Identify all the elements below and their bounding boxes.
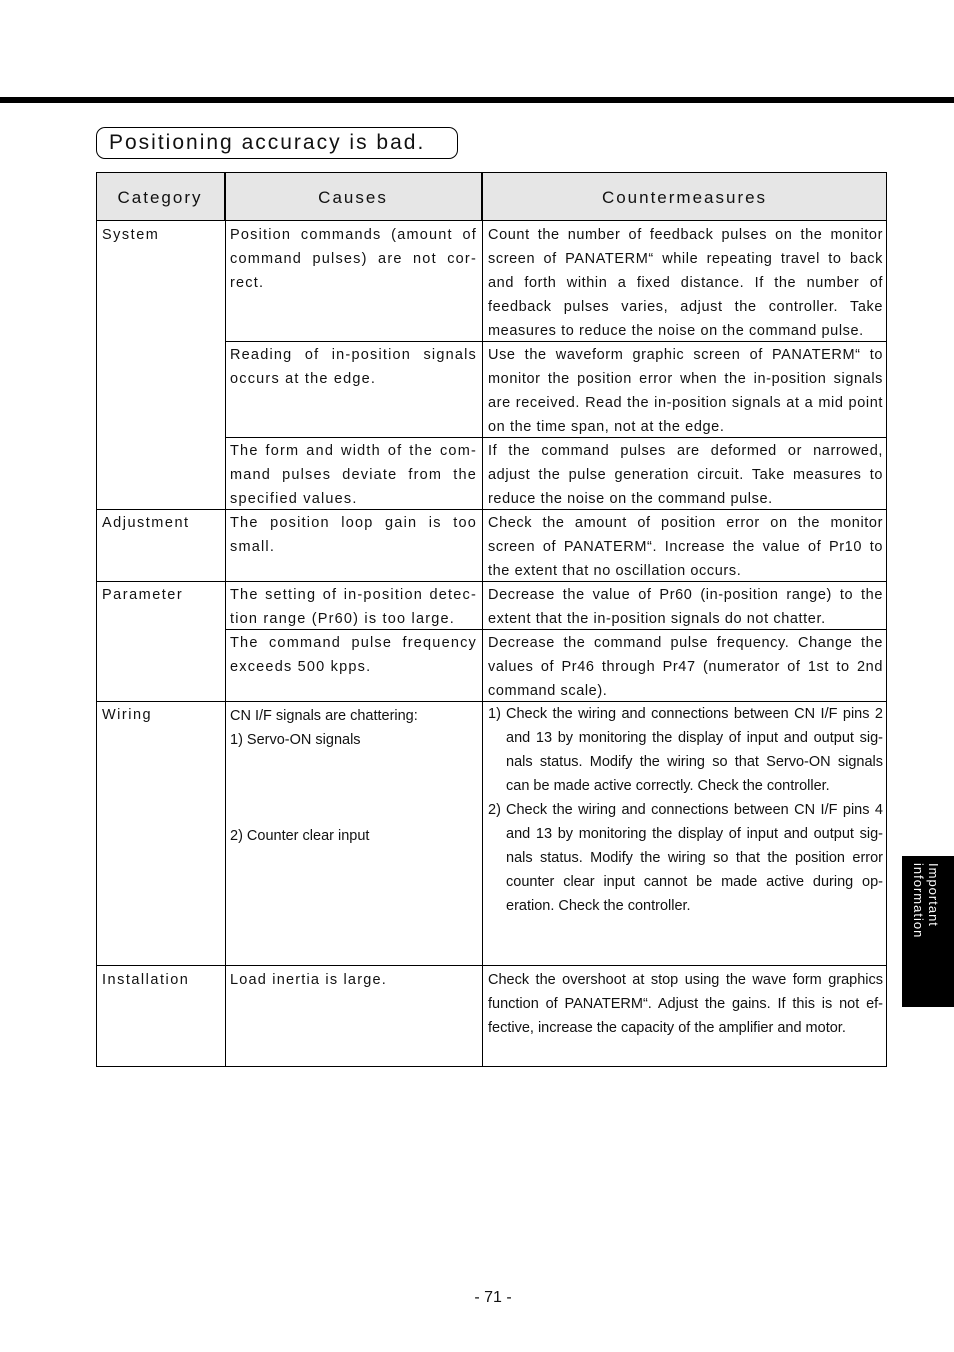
cause-intro: CN I/F signals are chattering: (230, 708, 418, 724)
column-divider (225, 172, 226, 1067)
header-causes: Causes (225, 172, 482, 221)
item-text: Check the wiring and connections between CN I/F pins 2 and 13 by monitoring the display of input and output sig-nals status. Modify the wiring so that Servo-ON signals can be made active correctly. Check the controller. (506, 706, 883, 794)
top-rule (0, 97, 954, 103)
category-adjustment: Adjustment (102, 515, 190, 531)
cause-cell: Position commands (amount of command pulses) are not cor-rect. (230, 227, 477, 291)
row-divider (96, 581, 887, 582)
cause-cell: The form and width of the com-mand pulses deviate from the specified values. (230, 443, 477, 507)
cause-cell: Reading of in-position signals occurs at the edge. (230, 347, 477, 387)
countermeasure-cell: Count the number of feedback pulses on the monitor screen of PANATERM“ while repeating travel to back and forth within a fixed distance. If the number of feedback pulses varies, adjust the controller. Take measures to reduce the noise on the command pulse. (488, 227, 883, 339)
row-divider (96, 965, 887, 966)
row-divider (225, 341, 887, 342)
cause-cell: Load inertia is large. (230, 972, 387, 988)
countermeasure-cell: Check the overshoot at stop using the wave form graphics function of PANATERM“. Adjust the gains. If this is not ef-fective, increase the capacity of the amplifier and motor. (488, 972, 883, 1036)
header-countermeasures: Countermeasures (482, 172, 887, 221)
table-border-right (886, 172, 887, 1067)
cause-item-counter-clear: 2) Counter clear input (230, 828, 370, 844)
table-border-bottom (96, 1066, 887, 1067)
side-tab (902, 856, 954, 1007)
section-title-box (96, 127, 458, 159)
category-installation: Installation (102, 972, 190, 988)
row-divider (96, 701, 887, 702)
countermeasure-cell: Decrease the value of Pr60 (in-position range) to the extent that the in-position signals do not chatter. (488, 587, 883, 627)
cause-cell: The position loop gain is too small. (230, 515, 477, 555)
countermeasure-cell: Use the waveform graphic screen of PANATERM“ to monitor the position error when the in-position signals are received. Read the in-position signals at a mid point on the time span, not at the edge. (488, 347, 883, 435)
item-number: 1) (488, 706, 501, 722)
cause-cell (225, 701, 482, 965)
item-number: 2) (488, 802, 501, 818)
countermeasure-cell: Decrease the command pulse frequency. Change the values of Pr46 through Pr47 (numerator of 1st to 2nd command scale). (488, 635, 883, 699)
countermeasure-cell: If the command pulses are deformed or narrowed, adjust the pulse generation circuit. Take measures to reduce the noise on the command pulse. (488, 443, 883, 507)
table-border-top (96, 172, 887, 173)
countermeasure-cell (482, 701, 887, 965)
section-title: Positioning accuracy is bad. (109, 131, 426, 154)
countermeasure-cell: Check the amount of position error on the monitor screen of PANATERM“. Increase the value of Pr10 to the extent that no oscillation occurs. (488, 515, 883, 579)
column-divider (482, 172, 483, 1067)
row-divider (225, 629, 887, 630)
header-category: Category (96, 172, 225, 221)
category-parameter: Parameter (102, 587, 184, 603)
table-border-left (96, 172, 97, 1067)
troubleshooting-table (96, 172, 887, 1067)
cause-cell: The setting of in-position detec-tion range (Pr60) is too large. (230, 587, 477, 627)
category-wiring: Wiring (102, 707, 153, 723)
cause-item-servo-on: 1) Servo-ON signals (230, 732, 361, 748)
cause-cell: The command pulse frequency exceeds 500 kpps. (230, 635, 477, 675)
category-system: System (102, 227, 160, 243)
countermeasure-item (488, 702, 883, 798)
row-divider (225, 437, 887, 438)
row-divider (96, 509, 887, 510)
countermeasure-item (488, 798, 883, 918)
side-tab-label: Important information (911, 863, 941, 939)
item-text: Check the wiring and connections between CN I/F pins 4 and 13 by monitoring the display of input and output sig-nals status. Modify the wiring so that the position error counter clear input cannot be made active during op-eration. Check the controller. (506, 802, 883, 914)
page-number: - 71 - (474, 1289, 512, 1306)
